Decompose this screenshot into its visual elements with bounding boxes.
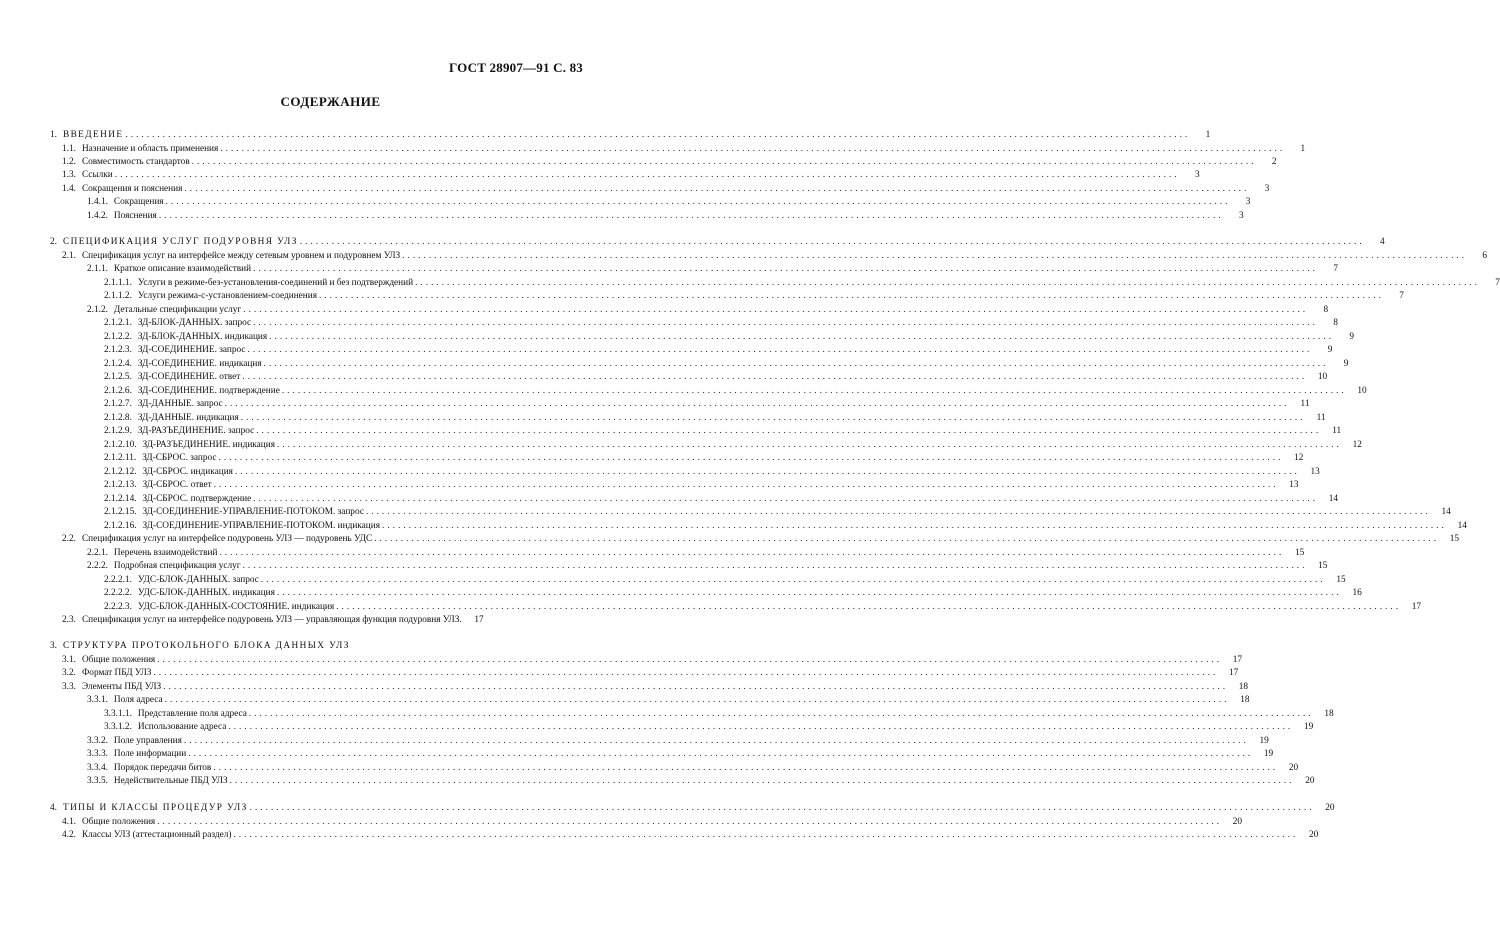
toc-entry: 2.1. Спецификация услуг на интерфейсе между сетевым уровнем и подуровнем УЛЗ ........................................................................................................................................................................................................ 6 xyxy=(62,251,1488,261)
toc-entry: 3.2. Формат ПБД УЛЗ ........................................................................................................................................................................................................ 17 xyxy=(62,668,1239,678)
toc-entry: 2.1.2.7. ЗД-ДАННЫЕ. запрос ........................................................................................................................................................................................................ 11 xyxy=(104,399,1310,409)
toc-entry: 3.3.3. Поле информации ........................................................................................................................................................................................................ 19 xyxy=(87,749,1274,759)
page-title: СОДЕРЖАНИЕ xyxy=(280,94,381,109)
toc-entry: 2.1.2.10. ЗД-РАЗЪЕДИНЕНИЕ. индикация ........................................................................................................................................................................................................ 12 xyxy=(104,440,1362,450)
toc-entry: 3.3.5. Недействительные ПБД УЛЗ ........................................................................................................................................................................................................ 20 xyxy=(87,776,1315,786)
toc-entry: 3. СТРУКТУРА ПРОТОКОЛЬНОГО БЛОКА ДАННЫХ УЛЗ xyxy=(50,641,350,651)
toc-entry: 4.2. Классы УЛЗ (аттестационный раздел) ........................................................................................................................................................................................................ 20 xyxy=(62,830,1319,840)
toc-entry: 2.1.2.2. ЗД-БЛОК-ДАННЫХ. индикация ........................................................................................................................................................................................................ 9 xyxy=(104,332,1355,342)
toc-entry: 1.4.1. Сокращения ........................................................................................................................................................................................................ 3 xyxy=(87,197,1251,207)
toc-entry: 1.4.2. Пояснения ........................................................................................................................................................................................................ 3 xyxy=(87,211,1244,221)
toc-entry: 2.2.1. Перечень взаимодействий ........................................................................................................................................................................................................ 15 xyxy=(87,548,1305,558)
toc-entry: 2.1.2.1. ЗД-БЛОК-ДАННЫХ. запрос ........................................................................................................................................................................................................ 8 xyxy=(104,318,1338,328)
toc-entry: 1.4. Сокращения и пояснения ........................................................................................................................................................................................................ 3 xyxy=(62,184,1270,194)
toc-entry: 2.3. Спецификация услуг на интерфейсе подуровень УЛЗ — управляющая функция подуровня УЛЗ. 17 xyxy=(62,615,484,625)
toc-entry: 2.2.2.3. УДС-БЛОК-ДАННЫХ-СОСТОЯНИЕ. индикация ........................................................................................................................................................................................................ 17 xyxy=(104,602,1422,612)
toc-entry: 1.1. Назначение и область применения ........................................................................................................................................................................................................ 1 xyxy=(62,144,1306,154)
toc-entry: 2.1.2.6. ЗД-СОЕДИНЕНИЕ. подтверждение ........................................................................................................................................................................................................ 10 xyxy=(104,386,1367,396)
toc-entry: 4.1. Общие положения ........................................................................................................................................................................................................ 20 xyxy=(62,817,1243,827)
toc-entry: 4. ТИПЫ И КЛАССЫ ПРОЦЕДУР УЛЗ ........................................................................................................................................................................................................ 20 xyxy=(50,803,1335,813)
toc-entry: 3.3.2. Поле управления ........................................................................................................................................................................................................ 19 xyxy=(87,736,1269,746)
toc-entry: 2.2.2.1. УДС-БЛОК-ДАННЫХ. запрос ........................................................................................................................................................................................................ 15 xyxy=(104,575,1346,585)
toc-entry: 2.1.2.14. ЗД-СБРОС. подтверждение ........................................................................................................................................................................................................ 14 xyxy=(104,494,1339,504)
toc-entry: 2. СПЕЦИФИКАЦИЯ УСЛУГ ПОДУРОВНЯ УЛЗ ........................................................................................................................................................................................................ 4 xyxy=(50,237,1385,247)
toc-entry: 2.2.2. Подробная спецификация услуг ........................................................................................................................................................................................................ 15 xyxy=(87,561,1328,571)
toc-entry: 2.1.1.1. Услуги в режиме-без-установления-соединений и без подтверждений ........................................................................................................................................................................................................ 7 xyxy=(104,278,1500,288)
toc-entry: 2.1.2.4. ЗД-СОЕДИНЕНИЕ. индикация ........................................................................................................................................................................................................ 9 xyxy=(104,359,1349,369)
toc-entry: 3.1. Общие положения ........................................................................................................................................................................................................ 17 xyxy=(62,655,1243,665)
toc-entry: 2.1.2.8. ЗД-ДАННЫЕ. индикация ........................................................................................................................................................................................................ 11 xyxy=(104,413,1326,423)
toc-entry: 1.2. Совместимость стандартов ........................................................................................................................................................................................................ 2 xyxy=(62,157,1277,167)
toc-entry: 2.1.1.2. Услуги режима-с-установлением-соединения ........................................................................................................................................................................................................ 7 xyxy=(104,291,1404,301)
toc-entry: 2.2.2.2. УДС-БЛОК-ДАННЫХ. индикация ........................................................................................................................................................................................................ 16 xyxy=(104,588,1362,598)
toc-entry: 2.1.2.9. ЗД-РАЗЪЕДИНЕНИЕ. запрос ........................................................................................................................................................................................................ 11 xyxy=(104,426,1342,436)
toc-entry: 3.3.1.1. Представление поля адреса ........................................................................................................................................................................................................ 18 xyxy=(104,709,1334,719)
toc-entry: 2.1.2.15. ЗД-СОЕДИНЕНИЕ-УПРАВЛЕНИЕ-ПОТОКОМ. запрос ........................................................................................................................................................................................................ 14 xyxy=(104,507,1451,517)
toc-entry: 2.1.2.5. ЗД-СОЕДИНЕНИЕ. ответ ........................................................................................................................................................................................................ 10 xyxy=(104,372,1328,382)
toc-entry: 3.3.4. Порядок передачи битов ........................................................................................................................................................................................................ 20 xyxy=(87,763,1299,773)
toc-entry: 3.3.1.2. Использование адреса ........................................................................................................................................................................................................ 19 xyxy=(104,722,1314,732)
toc-entry: 2.1.1. Краткое описание взаимодействий ........................................................................................................................................................................................................ 7 xyxy=(87,264,1338,274)
toc-entry: 1.3. Ссылки ........................................................................................................................................................................................................ 3 xyxy=(62,170,1200,180)
toc-entry: 2.2. Спецификация услуг на интерфейсе подуровень УЛЗ — подуровень УДС ........................................................................................................................................................................................................ 15 xyxy=(62,534,1460,544)
toc-entry: 2.1.2.3. ЗД-СОЕДИНЕНИЕ. запрос ........................................................................................................................................................................................................ 9 xyxy=(104,345,1333,355)
toc-entry: 2.1.2.13. ЗД-СБРОС. ответ ........................................................................................................................................................................................................ 13 xyxy=(104,480,1299,490)
toc-entry: 2.1.2.16. ЗД-СОЕДИНЕНИЕ-УПРАВЛЕНИЕ-ПОТОКОМ. индикация ........................................................................................................................................................................................................ 14 xyxy=(104,521,1467,531)
toc-entry: 3.3. Элементы ПБД УЛЗ ........................................................................................................................................................................................................ 18 xyxy=(62,682,1249,692)
toc-entry: 2.1.2.12. ЗД-СБРОС. индикация ........................................................................................................................................................................................................ 13 xyxy=(104,467,1320,477)
toc-entry: 3.3.1. Поля адреса ........................................................................................................................................................................................................ 18 xyxy=(87,695,1250,705)
page-header: ГОСТ 28907—91 С. 83 xyxy=(449,60,583,75)
toc-entry: 1. ВВЕДЕНИЕ ........................................................................................................................................................................................................ 1 xyxy=(50,130,1211,140)
toc-entry: 2.1.2.11. ЗД-СБРОС. запрос ........................................................................................................................................................................................................ 12 xyxy=(104,453,1304,463)
toc-entry: 2.1.2. Детальные спецификации услуг ........................................................................................................................................................................................................ 8 xyxy=(87,305,1329,315)
